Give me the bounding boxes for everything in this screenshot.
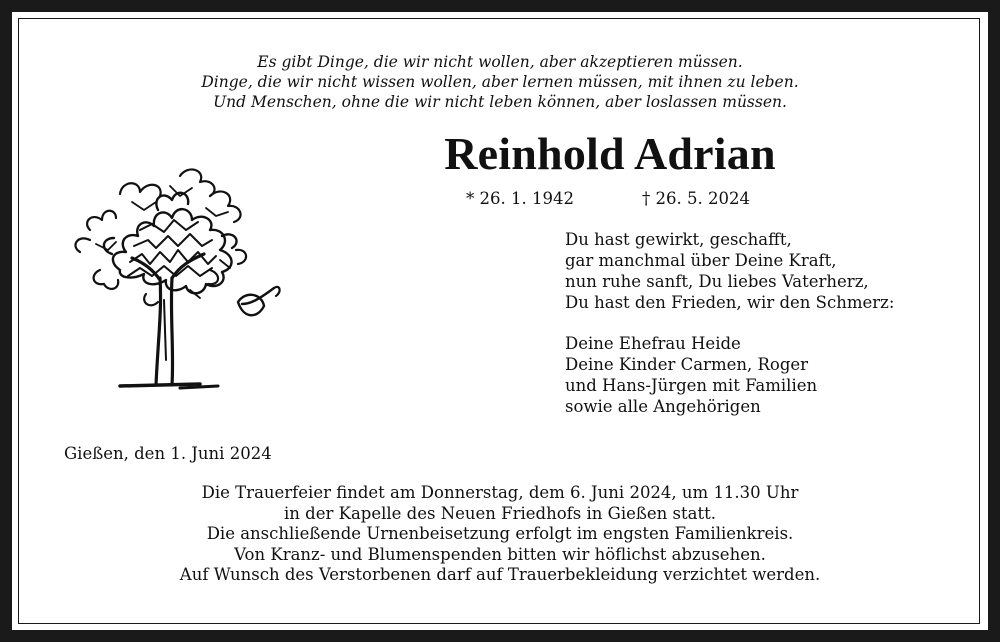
- notice-line: Die anschließende Urnenbeisetzung erfolgt im engsten Familienkreis.: [206, 524, 794, 543]
- birth-date: * 26. 1. 1942: [466, 189, 574, 208]
- poem-line: Du hast gewirkt, geschafft,: [565, 230, 792, 249]
- death-date: † 26. 5. 2024: [642, 189, 750, 208]
- falling-leaf-icon: [238, 287, 280, 315]
- notice-line: Die Trauerfeier findet am Donnerstag, dem 6. Juni 2024, um 11.30 Uhr: [201, 483, 799, 502]
- mourner-line: und Hans-Jürgen mit Familien: [565, 376, 818, 395]
- quote-line: Dinge, die wir nicht wissen wollen, aber lernen müssen, mit ihnen zu leben.: [201, 73, 799, 91]
- poem-line: Du hast den Frieden, wir den Schmerz:: [565, 293, 895, 312]
- mourner-line: sowie alle Angehörigen: [565, 397, 761, 416]
- mourner-line: Deine Kinder Carmen, Roger: [565, 355, 809, 374]
- funeral-notice: [0, 483, 1000, 586]
- memorial-poem: [565, 229, 894, 313]
- notice-line: Auf Wunsch des Verstorbenen darf auf Trauerbekleidung verzichtet werden.: [179, 565, 821, 584]
- notice-line: in der Kapelle des Neuen Friedhofs in Gießen statt.: [284, 503, 716, 523]
- mourners-list: [565, 333, 817, 417]
- opening-quote: [0, 52, 1000, 112]
- place-and-date: Gießen, den 1. Juni 2024: [64, 444, 272, 463]
- poem-line: gar manchmal über Deine Kraft,: [565, 251, 837, 270]
- quote-line: Und Menschen, ohne die wir nicht leben können, aber loslassen müssen.: [213, 93, 787, 111]
- deceased-name: Reinhold Adrian: [444, 128, 776, 179]
- poem-line: nun ruhe sanft, Du liebes Vaterherz,: [565, 272, 869, 291]
- mourner-line: Deine Ehefrau Heide: [565, 334, 741, 353]
- notice-line: Von Kranz- und Blumenspenden bitten wir höflichst abzusehen.: [234, 544, 766, 564]
- quote-line: Es gibt Dinge, die wir nicht wollen, aber akzeptieren müssen.: [257, 53, 743, 71]
- tree-icon: [60, 150, 290, 400]
